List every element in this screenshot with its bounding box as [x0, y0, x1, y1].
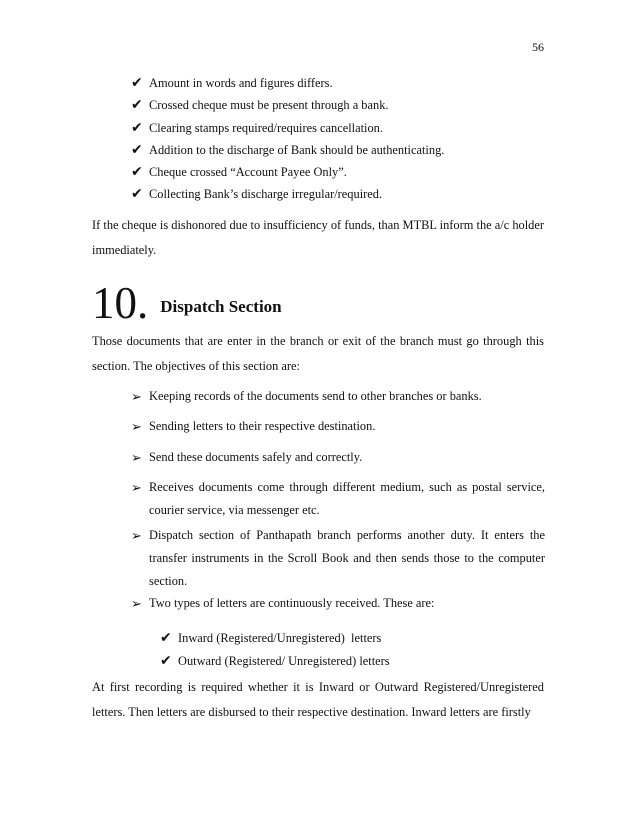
checkmark-icon: ✔ [131, 75, 143, 91]
list-item [131, 183, 444, 205]
checkmark-icon: ✔ [131, 164, 143, 181]
dishonor-reasons-list [131, 72, 444, 206]
list-item [131, 117, 444, 139]
list-item [131, 72, 444, 94]
section-title: Dispatch Section [160, 297, 282, 316]
list-item [131, 94, 444, 116]
list-item-text: Two types of letters are continuously received. These are: [149, 596, 435, 610]
arrow-bullet-icon: ➢ [131, 390, 142, 405]
list-item [131, 446, 545, 476]
checkmark-icon: ✔ [131, 186, 143, 203]
list-item-text: Clearing stamps required/requires cancellation. [149, 120, 383, 135]
arrow-bullet-icon: ➢ [131, 529, 142, 544]
section-intro-paragraph: Those documents that are enter in the branch or exit of the branch must go through this section. The objectives of this section are: [92, 334, 544, 373]
list-item-text: Keeping records of the documents send to other branches or banks. [149, 389, 482, 403]
list-item-text: Inward (Registered/Unregistered) letters [178, 631, 382, 645]
recording-paragraph: At first recording is required whether it is Inward or Outward Registered/Unregistered letters. Then letters are disbursed to their respective destination. Inward letters are firstly [92, 680, 544, 719]
list-item [131, 161, 444, 183]
list-item-text: Receives documents come through different medium, such as postal service, courier service, via messenger etc. [149, 480, 545, 517]
checkmark-icon: ✔ [131, 141, 143, 158]
list-item [131, 139, 444, 161]
list-item [160, 627, 390, 650]
list-item [131, 524, 545, 592]
checkmark-icon: ✔ [160, 630, 172, 646]
section-number: 10. [92, 278, 149, 328]
arrow-bullet-icon: ➢ [131, 451, 142, 466]
list-item-text: Crossed cheque must be present through a bank. [149, 98, 389, 113]
page-number: 56 [532, 40, 544, 54]
list-item-text: Collecting Bank’s discharge irregular/required. [149, 187, 383, 202]
list-item-text: Amount in words and figures differs. [149, 76, 333, 90]
list-item-text: Dispatch section of Panthapath branch performs another duty. It enters the transfer instruments in the Scroll Book and then sends those to the computer section. [149, 528, 545, 588]
list-item-text: Send these documents safely and correctly. [149, 450, 363, 464]
letter-types-list [160, 627, 390, 672]
list-item-text: Outward (Registered/ Unregistered) letters [178, 653, 390, 668]
checkmark-icon: ✔ [160, 652, 172, 669]
list-item-text: Sending letters to their respective destination. [149, 419, 376, 433]
arrow-bullet-icon: ➢ [131, 597, 142, 612]
checkmark-icon: ✔ [131, 119, 143, 136]
dishonor-paragraph: If the cheque is dishonored due to insufficiency of funds, than MTBL inform the a/c holder immediately. [92, 218, 544, 257]
section-heading [92, 278, 282, 328]
list-item [131, 476, 545, 524]
list-item-text: Cheque crossed “Account Payee Only”. [149, 165, 347, 180]
objectives-list [131, 385, 545, 617]
arrow-bullet-icon: ➢ [131, 420, 142, 435]
list-item [131, 415, 545, 446]
arrow-bullet-icon: ➢ [131, 481, 142, 496]
list-item-text: Addition to the discharge of Bank should be authenticating. [149, 142, 445, 157]
list-item [160, 650, 390, 673]
list-item [131, 385, 545, 415]
checkmark-icon: ✔ [131, 97, 143, 114]
list-item [131, 592, 545, 617]
